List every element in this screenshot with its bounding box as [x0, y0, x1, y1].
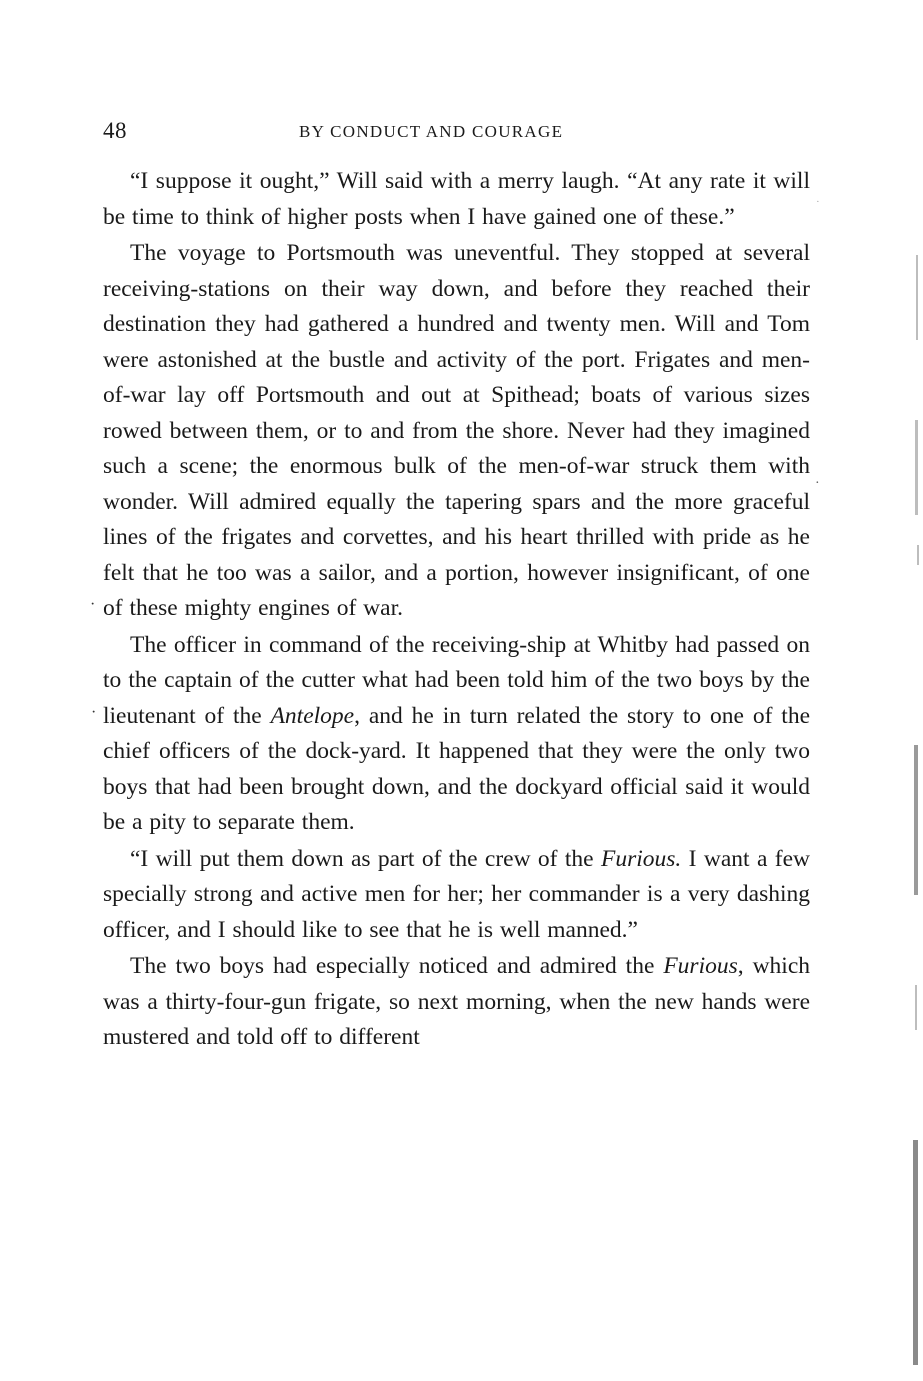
- paragraph-1: “I suppose it ought,” Will said with a merry laugh. “At any rate it will be time to think of higher posts when I have gained one of these.”: [103, 168, 810, 230]
- paragraph-2: The voyage to Portsmouth was uneventful. They stopped at several receiving-stations on their way down, and before they reached their destination they had gathered a hundred and twenty men. Will and Tom were astonished at the bustle and activity of the port. Frigates and men-of-war lay off Portsmouth and out at Spithead; boats of various sizes rowed between them, or to and from the shore. Never had they imagined such a scene; the enormous bulk of the men-of-war struck them with wonder. Will admired equally the tapering spars and the more graceful lines of the frigates and corvettes, and his heart thrilled with pride as he felt that he too was a sailor, and a portion, however insignificant, of one of these mighty engines of war.: [103, 240, 810, 621]
- scan-speck: ·: [90, 596, 96, 613]
- ship-name-furious-2: Furious: [663, 953, 738, 979]
- scan-edge-mark: [913, 1140, 918, 1365]
- paragraph-5: [103, 949, 810, 1056]
- scan-edge-mark: [914, 745, 918, 895]
- paragraph-3-text-a: The officer in command of the receiving-ship at Whitby had passed on to the captain of the cutter what had been told him of the two boys by the lieutenant of the: [103, 631, 810, 729]
- running-head: BY CONDUCT AND COURAGE: [299, 122, 564, 141]
- paragraph-4: [103, 842, 810, 949]
- scan-edge-mark: [915, 420, 918, 515]
- page-number: 48: [103, 118, 127, 143]
- paragraph-5-text-b: , which was a thirty-four-gun frigate, so next morning, when the new hands were mustered and told off to different: [103, 953, 810, 1050]
- paragraph-3: [103, 628, 810, 841]
- scan-edge-mark: [917, 545, 919, 565]
- ship-name-antelope: Antelope: [270, 702, 355, 729]
- paragraph-3-text-b: , and he in turn related the story to one of the chief officers of the dock-yard. It happened that they were the only two boys that had been brought down, and the dockyard official said it would be a pity to separate them.: [103, 702, 810, 835]
- page-header: [103, 118, 810, 146]
- scan-speck: ·: [91, 704, 97, 721]
- paragraph-4-text-b: I want a few specially strong and active men for her; her commander is a very dashing officer, and I should like to see that he is well manned.”: [103, 845, 810, 943]
- scan-speck: ·: [815, 476, 820, 491]
- paragraph-5-text-a: The two boys had especially noticed and admired the: [130, 953, 664, 979]
- paragraph-4-text-a: “I will put them down as part of the crew of the: [130, 845, 601, 872]
- scan-speck: ·: [816, 196, 820, 208]
- ship-name-furious: Furious.: [600, 845, 682, 872]
- body-text: [103, 164, 810, 1057]
- scan-edge-mark: [916, 255, 918, 340]
- scan-edge-mark: [915, 985, 917, 1030]
